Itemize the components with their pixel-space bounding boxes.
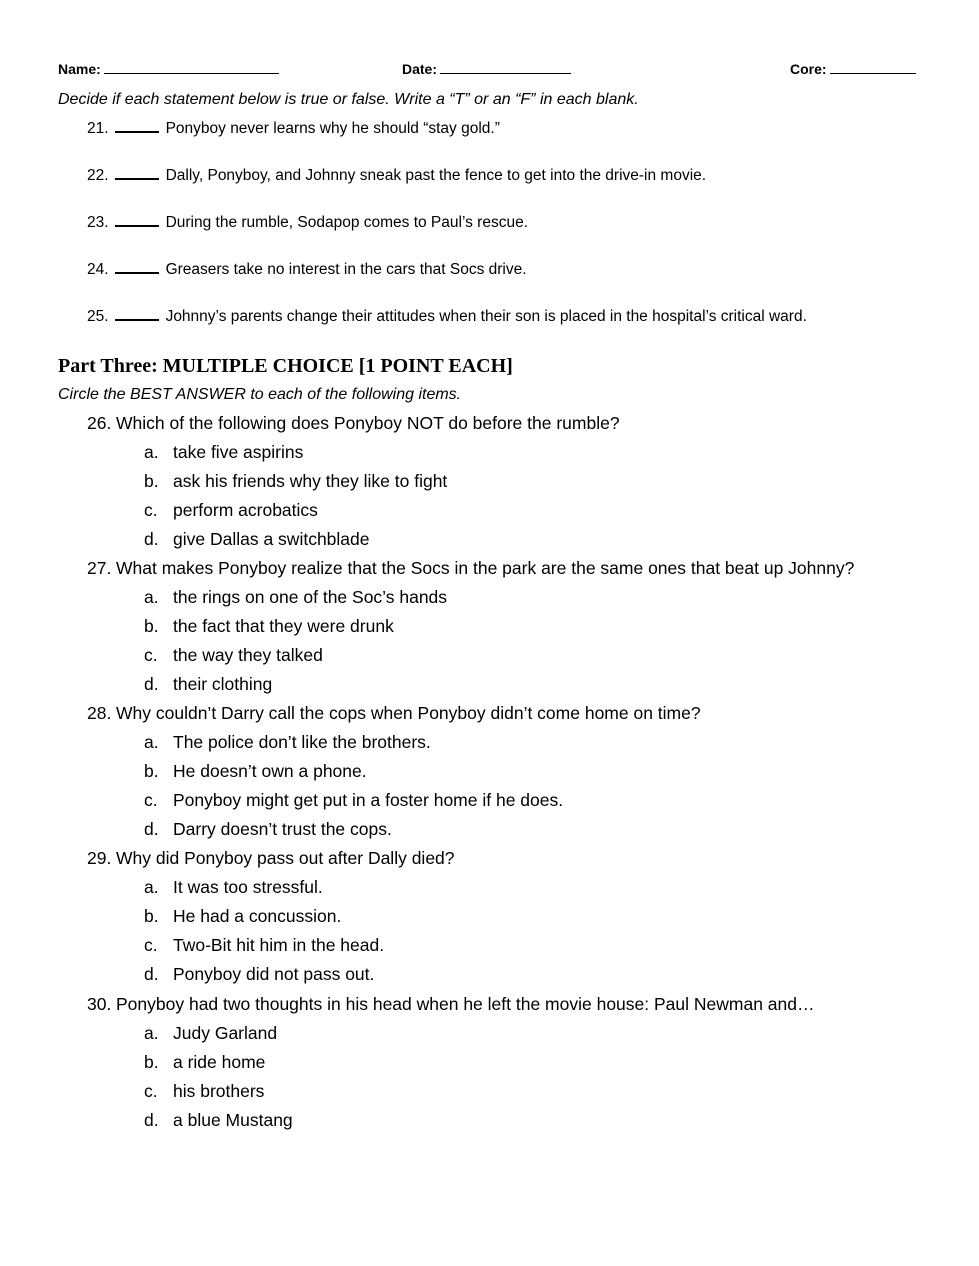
option-letter: d. xyxy=(144,964,159,984)
tf-item-23 xyxy=(87,211,528,233)
tf-item-24 xyxy=(87,258,527,280)
name-blank[interactable] xyxy=(104,59,279,74)
option-letter: c. xyxy=(144,645,158,665)
option-a[interactable] xyxy=(144,877,323,903)
option-d[interactable] xyxy=(144,964,374,990)
option-letter: a. xyxy=(144,1023,159,1043)
option-letter: b. xyxy=(144,471,159,491)
tf-number: 23. xyxy=(87,214,109,231)
option-b[interactable] xyxy=(144,906,341,932)
tf-item-25 xyxy=(87,305,807,327)
option-c[interactable] xyxy=(144,645,323,671)
option-b[interactable] xyxy=(144,616,394,642)
option-a[interactable] xyxy=(144,442,303,468)
option-text: a blue Mustang xyxy=(173,1110,293,1130)
option-letter: c. xyxy=(144,790,158,810)
option-d[interactable] xyxy=(144,529,370,555)
option-text: He had a concussion. xyxy=(173,906,342,926)
option-text: the rings on one of the Soc’s hands xyxy=(173,587,448,607)
question-stem xyxy=(87,848,455,874)
core-label: Core: xyxy=(790,61,827,77)
multiple-choice-instructions: Circle the BEST ANSWER to each of the following items. xyxy=(58,386,462,403)
option-letter: d. xyxy=(144,819,159,839)
option-text: his brothers xyxy=(173,1081,265,1101)
true-false-instructions: Decide if each statement below is true or false. Write a “T” or an “F” in each blank. xyxy=(58,91,639,108)
option-text: the fact that they were drunk xyxy=(173,616,394,636)
option-b[interactable] xyxy=(144,1052,265,1078)
tf-number: 25. xyxy=(87,308,109,325)
option-text: give Dallas a switchblade xyxy=(173,529,370,549)
core-field[interactable] xyxy=(790,59,916,77)
question-text: What makes Ponyboy realize that the Socs in the park are the same ones that beat up Johnny? xyxy=(116,558,855,578)
option-c[interactable] xyxy=(144,935,384,961)
option-text: Two-Bit hit him in the head. xyxy=(173,935,385,955)
option-letter: c. xyxy=(144,1081,158,1101)
tf-answer-blank[interactable] xyxy=(115,211,159,227)
name-label: Name: xyxy=(58,61,101,77)
question-number: 27. xyxy=(87,558,112,578)
option-text: the way they talked xyxy=(173,645,323,665)
option-letter: d. xyxy=(144,674,159,694)
core-blank[interactable] xyxy=(830,59,916,74)
option-text: It was too stressful. xyxy=(173,877,323,897)
tf-statement: Johnny’s parents change their attitudes when their son is placed in the hospital’s critical ward. xyxy=(165,308,807,325)
question-stem xyxy=(87,994,815,1020)
question-stem xyxy=(87,413,620,439)
tf-answer-blank[interactable] xyxy=(115,117,159,133)
tf-item-21 xyxy=(87,117,500,139)
option-letter: c. xyxy=(144,935,158,955)
option-text: take five aspirins xyxy=(173,442,304,462)
option-letter: b. xyxy=(144,761,159,781)
option-a[interactable] xyxy=(144,587,447,613)
question-text: Why did Ponyboy pass out after Dally died? xyxy=(116,848,455,868)
option-letter: d. xyxy=(144,529,159,549)
option-text: The police don’t like the brothers. xyxy=(173,732,431,752)
tf-answer-blank[interactable] xyxy=(115,164,159,180)
option-letter: c. xyxy=(144,500,158,520)
option-text: Darry doesn’t trust the cops. xyxy=(173,819,392,839)
tf-answer-blank[interactable] xyxy=(115,305,159,321)
option-d[interactable] xyxy=(144,819,392,845)
option-letter: d. xyxy=(144,1110,159,1130)
question-text: Which of the following does Ponyboy NOT do before the rumble? xyxy=(116,413,620,433)
tf-statement: During the rumble, Sodapop comes to Paul’s rescue. xyxy=(165,214,529,231)
tf-answer-blank[interactable] xyxy=(115,258,159,274)
student-info-header xyxy=(0,59,979,81)
date-field[interactable] xyxy=(402,59,571,77)
option-c[interactable] xyxy=(144,500,318,526)
option-letter: b. xyxy=(144,906,159,926)
date-label: Date: xyxy=(402,61,438,77)
option-text: ask his friends why they like to fight xyxy=(173,471,448,491)
option-letter: b. xyxy=(144,616,159,636)
option-d[interactable] xyxy=(144,1110,293,1136)
tf-number: 22. xyxy=(87,167,109,184)
question-number: 26. xyxy=(87,413,112,433)
option-b[interactable] xyxy=(144,761,367,787)
date-blank[interactable] xyxy=(440,59,571,74)
option-c[interactable] xyxy=(144,790,563,816)
option-b[interactable] xyxy=(144,471,447,497)
option-text: Ponyboy did not pass out. xyxy=(173,964,375,984)
question-number: 28. xyxy=(87,703,112,723)
option-letter: a. xyxy=(144,442,159,462)
option-letter: a. xyxy=(144,877,159,897)
option-text: Judy Garland xyxy=(173,1023,278,1043)
tf-item-22 xyxy=(87,164,706,186)
option-c[interactable] xyxy=(144,1081,264,1107)
question-stem xyxy=(87,703,701,729)
option-d[interactable] xyxy=(144,674,272,700)
tf-statement: Dally, Ponyboy, and Johnny sneak past the fence to get into the drive-in movie. xyxy=(165,167,707,184)
name-field[interactable] xyxy=(58,59,279,77)
tf-statement: Ponyboy never learns why he should “stay gold.” xyxy=(165,120,500,137)
option-letter: a. xyxy=(144,732,159,752)
question-stem xyxy=(87,558,854,584)
option-letter: b. xyxy=(144,1052,159,1072)
question-text: Why couldn’t Darry call the cops when Ponyboy didn’t come home on time? xyxy=(116,703,701,723)
option-text: Ponyboy might get put in a foster home if he does. xyxy=(173,790,564,810)
option-text: a ride home xyxy=(173,1052,266,1072)
option-a[interactable] xyxy=(144,732,431,758)
option-text: He doesn’t own a phone. xyxy=(173,761,367,781)
option-text: perform acrobatics xyxy=(173,500,318,520)
tf-number: 24. xyxy=(87,261,109,278)
question-number: 30. xyxy=(87,994,112,1014)
question-text: Ponyboy had two thoughts in his head when he left the movie house: Paul Newman and… xyxy=(116,994,815,1014)
option-letter: a. xyxy=(144,587,159,607)
option-text: their clothing xyxy=(173,674,273,694)
option-a[interactable] xyxy=(144,1023,277,1049)
question-number: 29. xyxy=(87,848,112,868)
tf-statement: Greasers take no interest in the cars that Socs drive. xyxy=(165,261,527,278)
part-three-title: Part Three: MULTIPLE CHOICE [1 POINT EACH] xyxy=(58,355,513,377)
tf-number: 21. xyxy=(87,120,109,137)
